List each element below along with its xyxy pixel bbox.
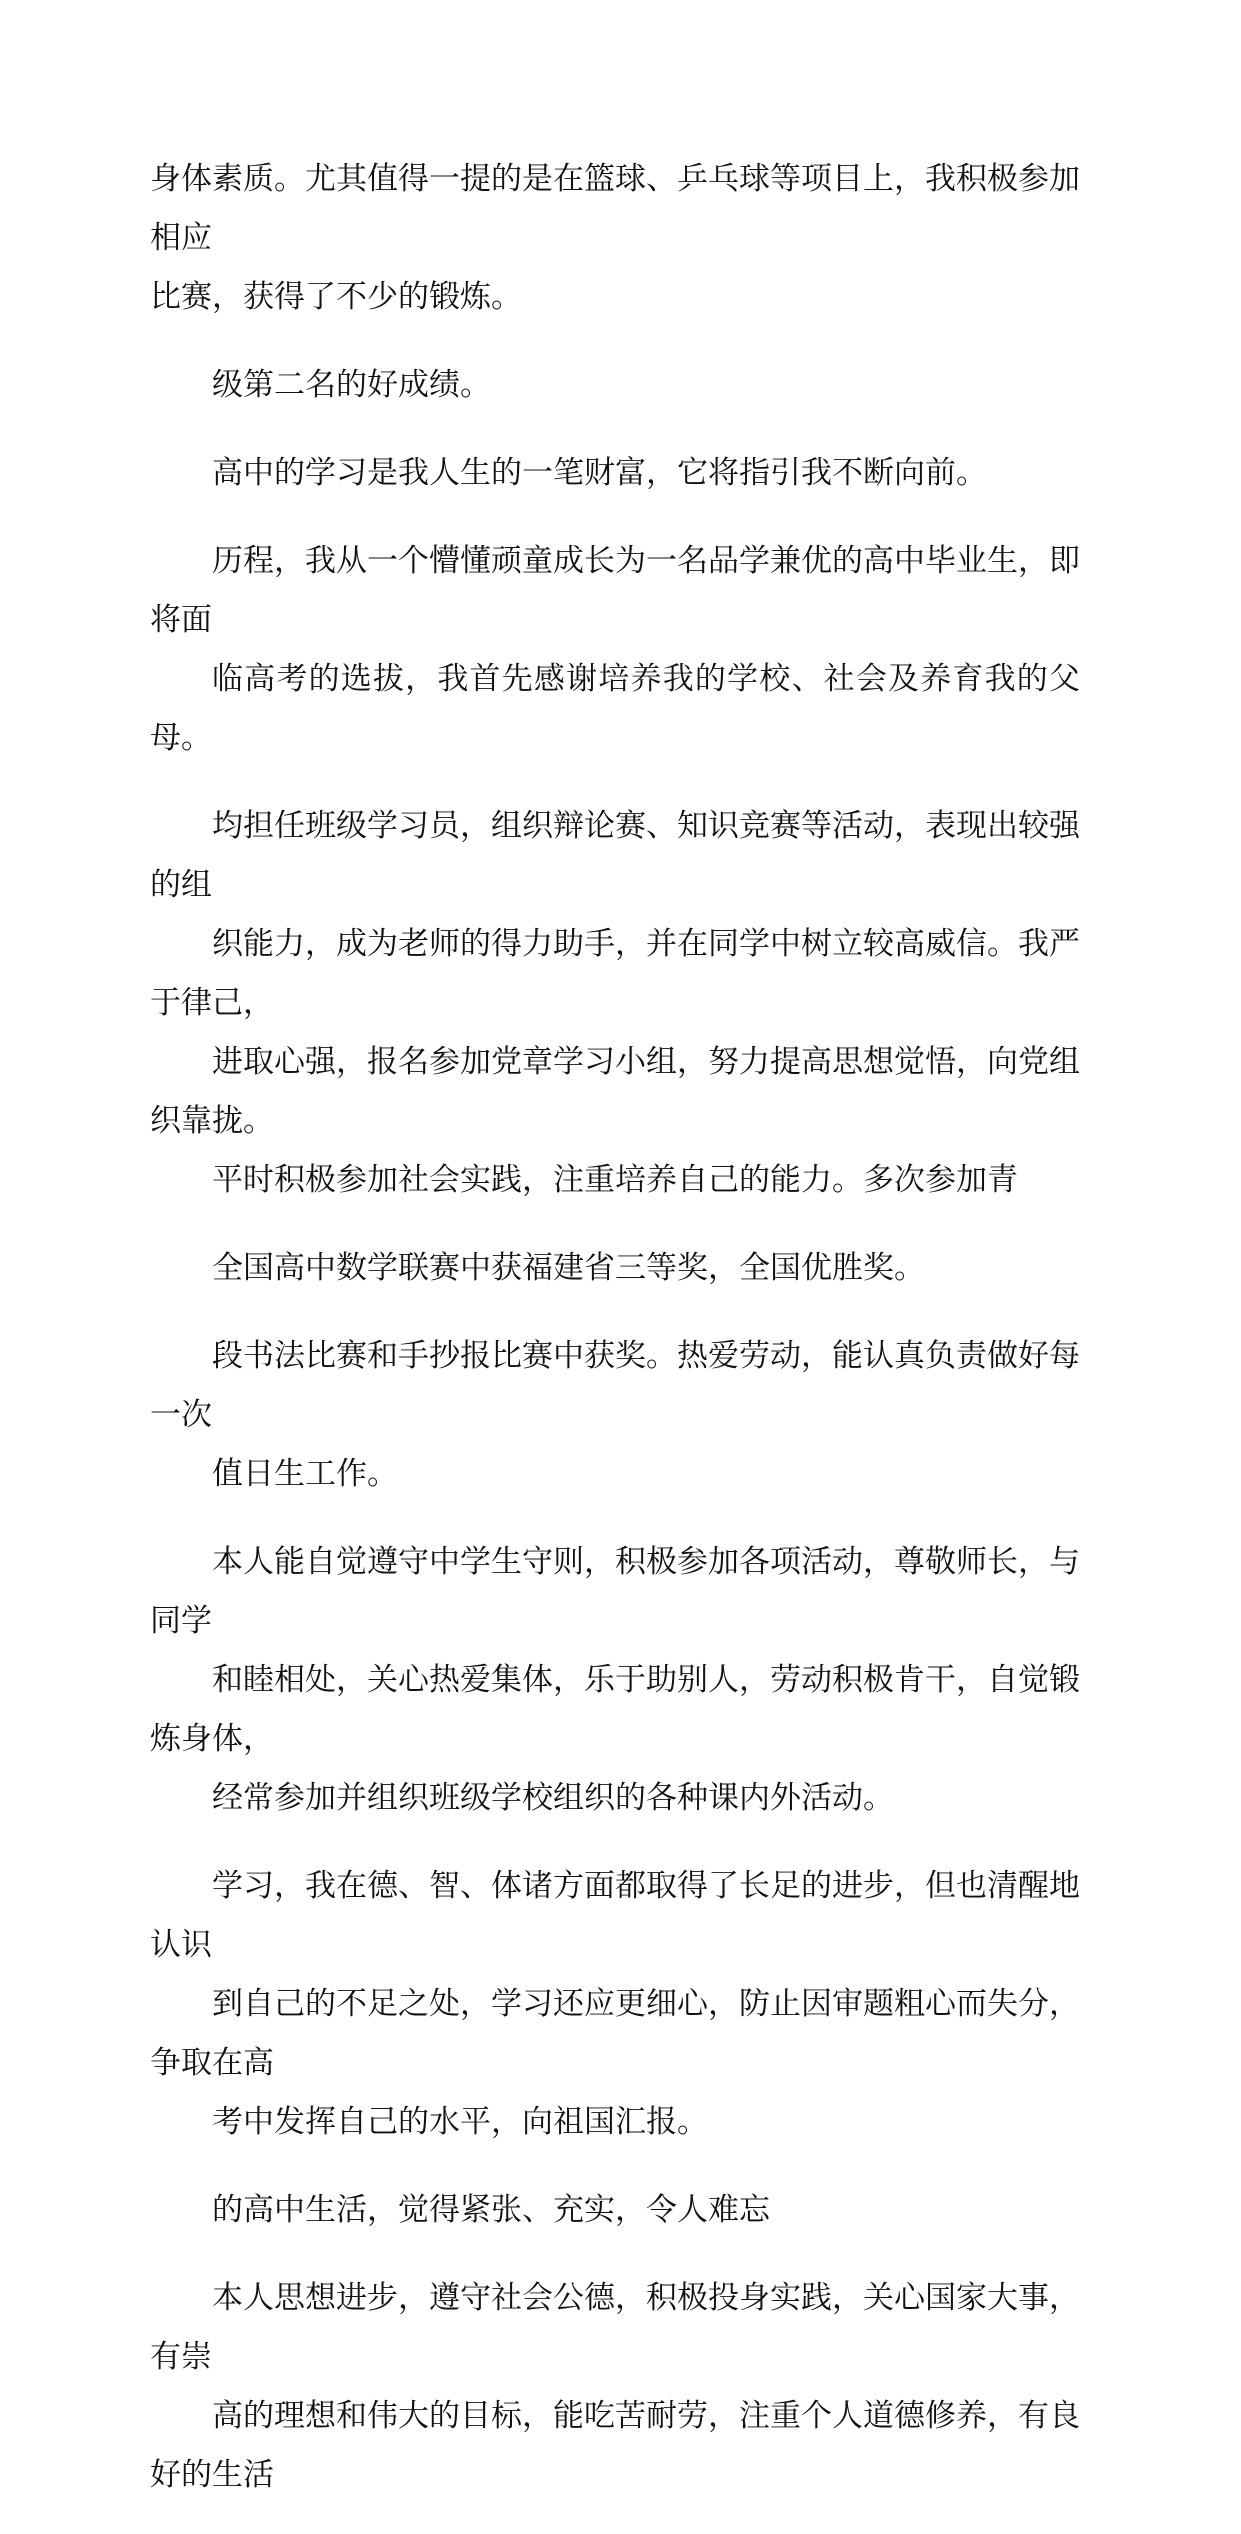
paragraph-line: 本人能自觉遵守中学生守则，积极参加各项活动，尊敬师长，与同学 (150, 1544, 1080, 1639)
paragraph (150, 150, 1080, 327)
paragraph-line: 身体素质。尤其值得一提的是在篮球、乒乓球等项目上，我积极参加相应 (150, 161, 1080, 256)
paragraph (150, 1327, 1080, 1504)
paragraph-line: 和睦相处，关心热爱集体，乐于助别人，劳动积极肯干，自觉锻炼身体， (150, 1662, 1080, 1757)
paragraph-line: 织能力，成为老师的得力助手，并在同学中树立较高威信。我严于律己， (150, 926, 1080, 1021)
paragraph (150, 532, 1080, 768)
paragraph (150, 356, 1080, 415)
document-body (150, 150, 1080, 2534)
paragraph-line: 值日生工作。 (212, 1456, 398, 1492)
paragraph-line: 高的理想和伟大的目标，能吃苦耐劳，注重个人道德修养，有良好的生活 (150, 2398, 1080, 2493)
paragraph-line: 均担任班级学习员，组织辩论赛、知识竞赛等活动，表现出较强的组 (150, 808, 1080, 903)
paragraph-line: 考中发挥自己的水平，向祖国汇报。 (212, 2104, 708, 2140)
paragraph (150, 797, 1080, 1210)
paragraph-line: 段书法比赛和手抄报比赛中获奖。热爱劳动，能认真负责做好每一次 (150, 1338, 1080, 1433)
paragraph (150, 1533, 1080, 1828)
paragraph-line: 高中的学习是我人生的一笔财富，它将指引我不断向前。 (212, 455, 987, 491)
paragraph-line: 进取心强，报名参加党章学习小组，努力提高思想觉悟，向党组织靠拢。 (150, 1044, 1080, 1139)
paragraph-line: 级第二名的好成绩。 (212, 367, 491, 403)
paragraph-line: 临高考的选拔，我首先感谢培养我的学校、社会及养育我的父母。 (150, 661, 1080, 756)
paragraph-line: 本人思想进步，遵守社会公德，积极投身实践，关心国家大事，有崇 (150, 2280, 1080, 2375)
paragraph (150, 1239, 1080, 1298)
paragraph-line: 比赛，获得了不少的锻炼。 (150, 279, 522, 315)
paragraph-line: 历程，我从一个懵懂顽童成长为一名品学兼优的高中毕业生，即将面 (150, 543, 1080, 638)
paragraph-line: 学习，我在德、智、体诸方面都取得了长足的进步，但也清醒地认识 (150, 1868, 1080, 1963)
paragraph (150, 444, 1080, 503)
paragraph (150, 2181, 1080, 2240)
paragraph (150, 2269, 1080, 2505)
paragraph-line: 全国高中数学联赛中获福建省三等奖，全国优胜奖。 (212, 1250, 925, 1286)
paragraph (150, 1857, 1080, 2152)
paragraph-line: 到自己的不足之处，学习还应更细心，防止因审题粗心而失分，争取在高 (150, 1986, 1080, 2081)
paragraph-line: 平时积极参加社会实践，注重培养自己的能力。多次参加青 (212, 1162, 1018, 1198)
paragraph-line: 的高中生活，觉得紧张、充实，令人难忘 (212, 2192, 770, 2228)
paragraph-line: 经常参加并组织班级学校组织的各种课内外活动。 (212, 1780, 894, 1816)
